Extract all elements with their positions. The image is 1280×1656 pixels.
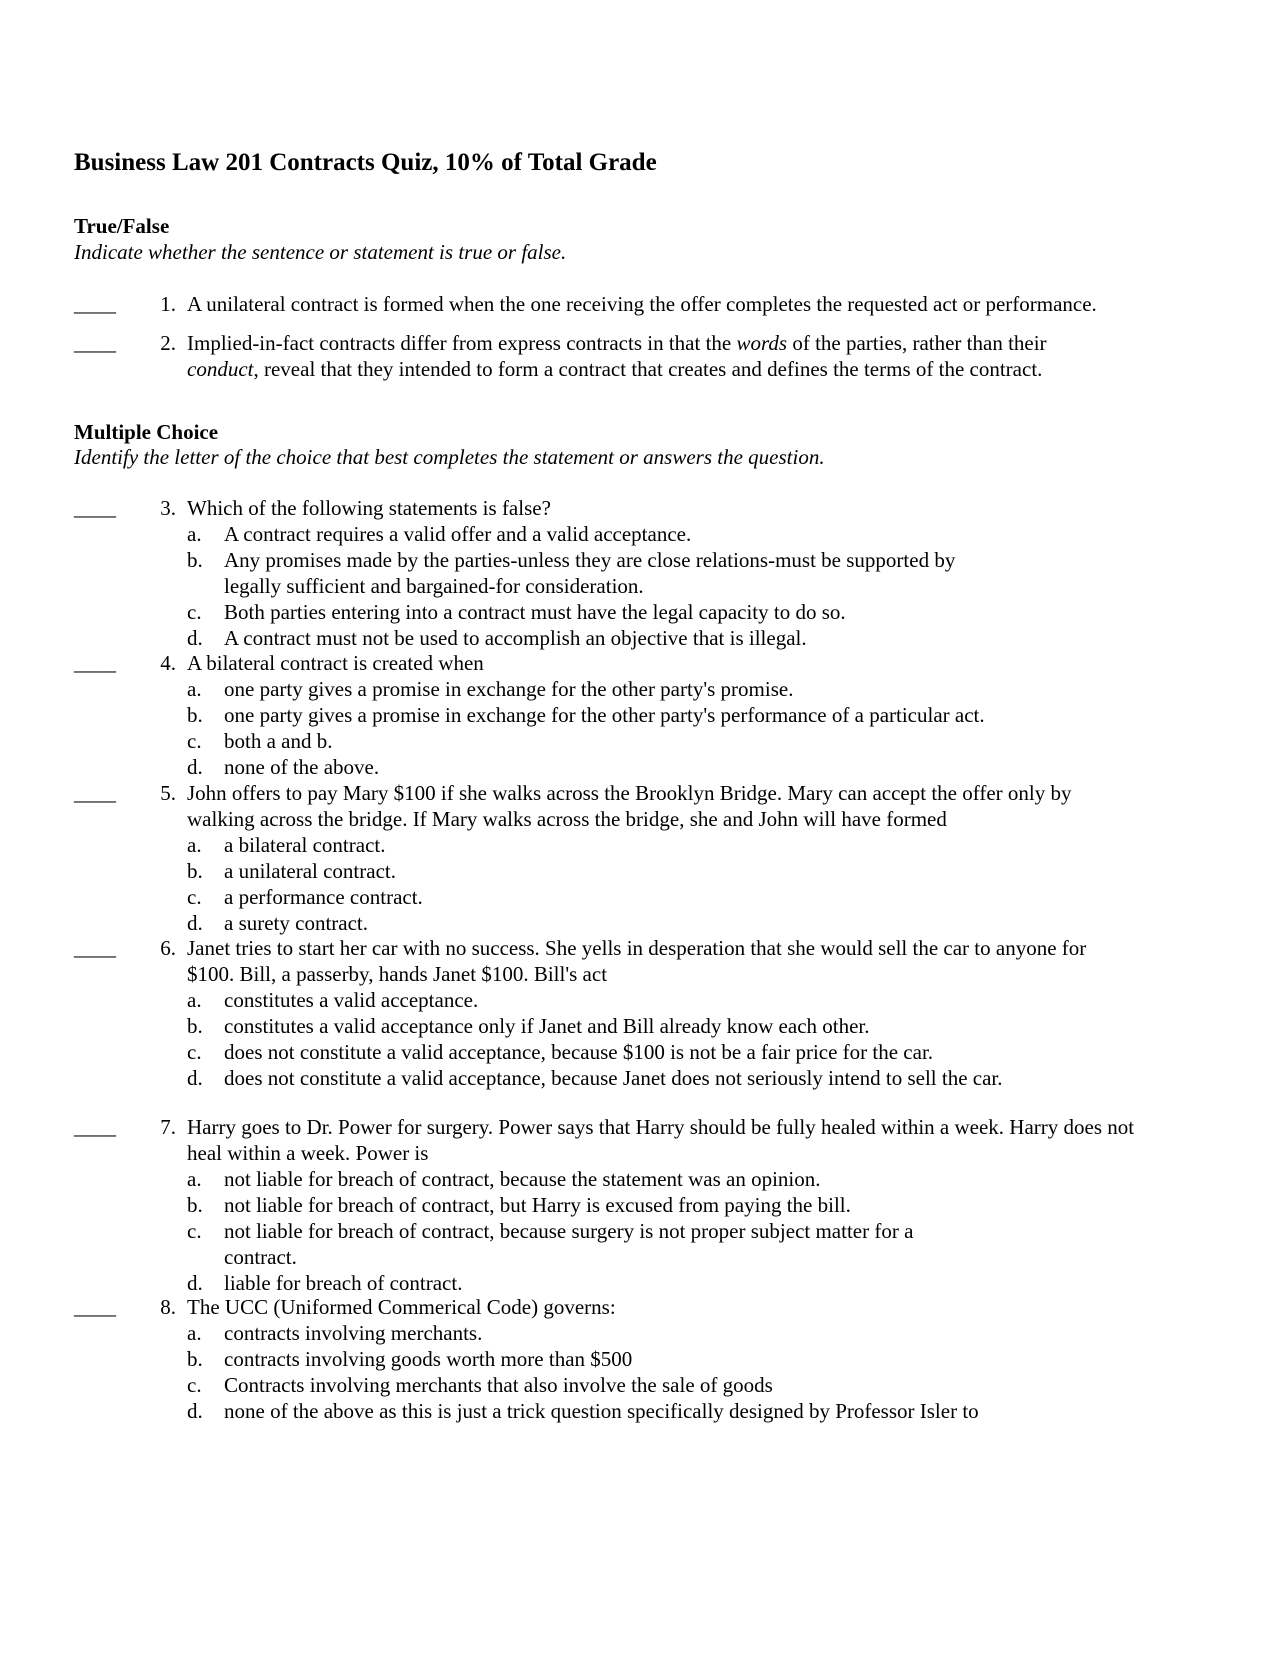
option-text: liable for breach of contract. xyxy=(224,1271,463,1295)
option-text: one party gives a promise in exchange for the other party's performance of a particular act. xyxy=(224,703,985,727)
option-letter: a. xyxy=(187,677,202,701)
option-a[interactable] xyxy=(187,832,1224,858)
option-letter: d. xyxy=(187,1066,203,1090)
option-text: does not constitute a valid acceptance, because $100 is not be a fair price for the car. xyxy=(224,1040,934,1064)
option-c[interactable] xyxy=(187,1218,1224,1270)
question-8 xyxy=(74,1294,1224,1424)
question-text: Harry goes to Dr. Power for surgery. Power says that Harry should be fully healed within a week. Harry does not heal within a week. Power is xyxy=(187,1115,1135,1165)
option-text: Both parties entering into a contract must have the legal capacity to do so. xyxy=(224,600,846,624)
option-a[interactable] xyxy=(187,1166,1224,1192)
question-number: 1. xyxy=(160,292,176,316)
option-text: a performance contract. xyxy=(224,885,423,909)
option-b[interactable] xyxy=(187,1192,1224,1218)
option-text: Contracts involving merchants that also involve the sale of goods xyxy=(224,1373,773,1397)
options-list xyxy=(187,676,1224,780)
option-letter: b. xyxy=(187,1347,203,1371)
option-a[interactable] xyxy=(187,1320,1224,1346)
true-false-heading: True/False xyxy=(74,214,170,238)
option-text: none of the above. xyxy=(224,755,380,779)
question-3 xyxy=(74,495,1224,651)
options-list xyxy=(187,521,1224,651)
option-text: a bilateral contract. xyxy=(224,833,386,857)
question-text-part: , reveal that they intended to form a contract that creates and defines the terms of the contract. xyxy=(253,357,1043,381)
option-text: both a and b. xyxy=(224,729,333,753)
option-c[interactable] xyxy=(187,728,1224,754)
option-text: A contract requires a valid offer and a valid acceptance. xyxy=(224,522,692,546)
option-letter: a. xyxy=(187,988,202,1012)
question-text xyxy=(187,330,1107,382)
answer-blank[interactable]: ____ xyxy=(74,1115,116,1139)
question-7 xyxy=(74,1114,1224,1296)
option-d[interactable] xyxy=(187,1270,1224,1296)
option-letter: c. xyxy=(187,885,202,909)
quiz-page xyxy=(74,0,1224,1656)
option-letter: b. xyxy=(187,548,203,572)
page-title: Business Law 201 Contracts Quiz, 10% of Total Grade xyxy=(74,149,657,176)
option-b[interactable] xyxy=(187,858,1224,884)
option-d[interactable] xyxy=(187,1065,1224,1091)
answer-blank[interactable]: ____ xyxy=(74,1295,116,1319)
question-text: The UCC (Uniformed Commerical Code) governs: xyxy=(187,1295,616,1319)
option-b[interactable] xyxy=(187,702,1224,728)
option-d[interactable] xyxy=(187,754,1224,780)
option-letter: c. xyxy=(187,1373,202,1397)
question-5 xyxy=(74,780,1224,936)
question-text-part: of the parties, rather than their xyxy=(787,331,1047,355)
option-b[interactable] xyxy=(187,547,1224,599)
question-number: 2. xyxy=(160,331,176,355)
answer-blank[interactable]: ____ xyxy=(74,936,116,960)
question-number: 8. xyxy=(160,1295,176,1319)
option-c[interactable] xyxy=(187,1372,1224,1398)
option-text: Any promises made by the parties-unless they are close relations-must be supported by legally sufficient and bargained-for consideration. xyxy=(224,548,956,598)
question-text: A bilateral contract is created when xyxy=(187,651,484,675)
option-letter: a. xyxy=(187,1321,202,1345)
question-text: Janet tries to start her car with no success. She yells in desperation that she would sell the car to anyone for $100. Bill, a passerby, hands Janet $100. Bill's act xyxy=(187,936,1087,986)
question-text-emphasis: words xyxy=(736,331,788,355)
multiple-choice-heading: Multiple Choice xyxy=(74,420,219,444)
question-text-part: Implied-in-fact contracts differ from express contracts in that the xyxy=(187,331,737,355)
option-letter: b. xyxy=(187,1014,203,1038)
option-text: none of the above as this is just a trick question specifically designed by Professor Isler to xyxy=(224,1399,979,1423)
true-false-instruction: Indicate whether the sentence or statement is true or false. xyxy=(74,240,567,264)
option-c[interactable] xyxy=(187,884,1224,910)
question-text: Which of the following statements is false? xyxy=(187,496,551,520)
option-a[interactable] xyxy=(187,987,1224,1013)
question-text: John offers to pay Mary $100 if she walks across the Brooklyn Bridge. Mary can accept the offer only by walking across the bridge. If Mary walks across the bridge, she and John will have formed xyxy=(187,781,1072,831)
option-text: does not constitute a valid acceptance, because Janet does not seriously intend to sell the car. xyxy=(224,1066,1003,1090)
answer-blank[interactable]: ____ xyxy=(74,331,116,355)
question-1 xyxy=(74,291,1224,317)
option-d[interactable] xyxy=(187,625,1224,651)
options-list xyxy=(187,1320,1224,1424)
question-text-emphasis: conduct xyxy=(187,357,254,381)
question-text: A unilateral contract is formed when the one receiving the offer completes the requested act or performance. xyxy=(187,292,1097,316)
question-number: 6. xyxy=(160,936,176,960)
option-letter: d. xyxy=(187,1271,203,1295)
option-letter: c. xyxy=(187,729,202,753)
answer-blank[interactable]: ____ xyxy=(74,496,116,520)
option-text: one party gives a promise in exchange for the other party's promise. xyxy=(224,677,794,701)
option-b[interactable] xyxy=(187,1346,1224,1372)
option-letter: a. xyxy=(187,833,202,857)
option-c[interactable] xyxy=(187,599,1224,625)
question-number: 5. xyxy=(160,781,176,805)
option-text: constitutes a valid acceptance. xyxy=(224,988,479,1012)
question-2 xyxy=(74,330,1224,382)
option-text: A contract must not be used to accomplish an objective that is illegal. xyxy=(224,626,807,650)
options-list xyxy=(187,832,1224,936)
option-d[interactable] xyxy=(187,910,1224,936)
option-text: not liable for breach of contract, because the statement was an opinion. xyxy=(224,1167,821,1191)
answer-blank[interactable]: ____ xyxy=(74,651,116,675)
option-letter: c. xyxy=(187,1219,202,1243)
option-text: constitutes a valid acceptance only if Janet and Bill already know each other. xyxy=(224,1014,870,1038)
question-number: 3. xyxy=(160,496,176,520)
question-number: 4. xyxy=(160,651,176,675)
option-letter: d. xyxy=(187,755,203,779)
option-letter: b. xyxy=(187,1193,203,1217)
option-letter: b. xyxy=(187,703,203,727)
question-number: 7. xyxy=(160,1115,176,1139)
option-b[interactable] xyxy=(187,1013,1224,1039)
option-text: a surety contract. xyxy=(224,911,369,935)
option-c[interactable] xyxy=(187,1039,1224,1065)
option-letter: d. xyxy=(187,1399,203,1423)
option-letter: c. xyxy=(187,600,202,624)
option-letter: a. xyxy=(187,522,202,546)
option-a[interactable] xyxy=(187,676,1224,702)
answer-blank[interactable]: ____ xyxy=(74,781,116,805)
option-text: a unilateral contract. xyxy=(224,859,396,883)
option-text: contracts involving merchants. xyxy=(224,1321,483,1345)
answer-blank[interactable]: ____ xyxy=(74,292,116,316)
option-letter: a. xyxy=(187,1167,202,1191)
option-letter: d. xyxy=(187,626,203,650)
option-text: not liable for breach of contract, but Harry is excused from paying the bill. xyxy=(224,1193,851,1217)
question-6 xyxy=(74,935,1224,1091)
option-d[interactable] xyxy=(187,1398,1224,1424)
option-letter: b. xyxy=(187,859,203,883)
options-list xyxy=(187,987,1224,1091)
question-4 xyxy=(74,650,1224,780)
option-letter: d. xyxy=(187,911,203,935)
options-list xyxy=(187,1166,1224,1296)
option-text: contracts involving goods worth more than $500 xyxy=(224,1347,633,1371)
option-text: not liable for breach of contract, because surgery is not proper subject matter for a contract. xyxy=(224,1219,914,1269)
multiple-choice-instruction: Identify the letter of the choice that best completes the statement or answers the question. xyxy=(74,445,825,469)
option-letter: c. xyxy=(187,1040,202,1064)
option-a[interactable] xyxy=(187,521,1224,547)
